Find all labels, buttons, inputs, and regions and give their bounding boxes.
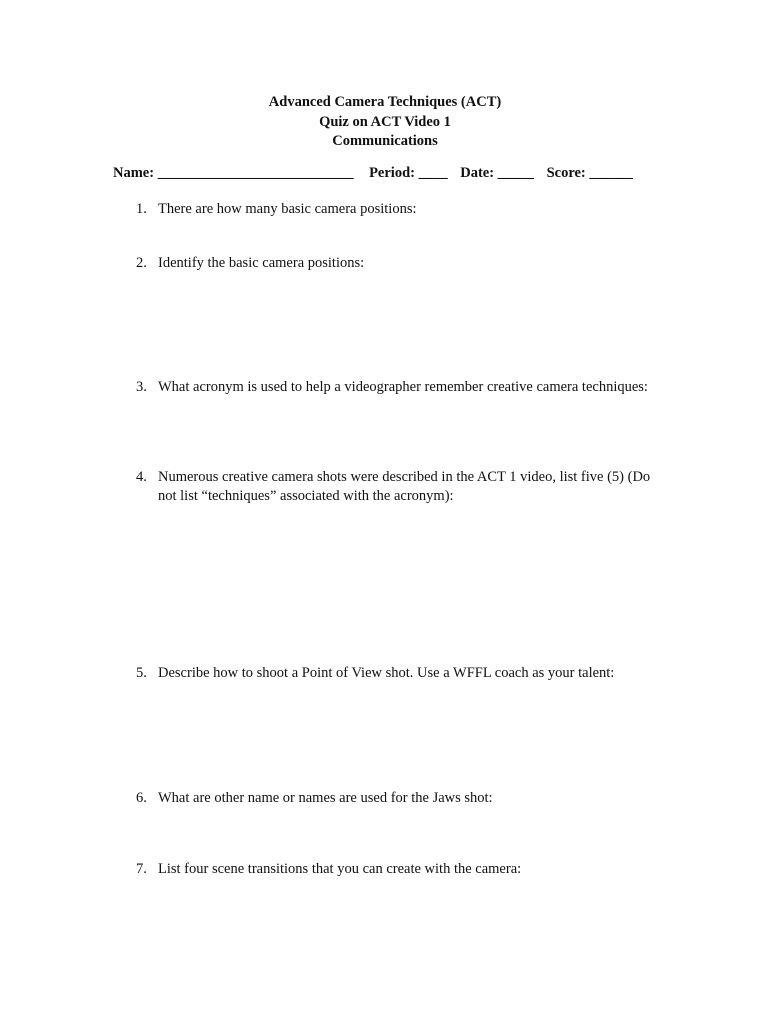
question-text: There are how many basic camera positions: [158, 201, 417, 217]
title-line-2: Quiz on ACT Video 1 [319, 113, 451, 130]
title-line-1: Advanced Camera Techniques (ACT) [268, 94, 502, 110]
score-field[interactable]: Score: ______ [546, 165, 633, 181]
question-4 [136, 468, 656, 506]
question-text: Describe how to shoot a Point of View shot. Use a WFFL coach as your talent: [158, 665, 615, 681]
question-3 [136, 378, 656, 397]
document-title [0, 93, 770, 152]
question-text: Numerous creative camera shots were described in the ACT 1 video, list five (5) (Do not list “techniques” associated with the acronym): [158, 469, 651, 504]
question-number: 4. [136, 469, 147, 485]
question-2 [136, 254, 656, 273]
question-text: What acronym is used to help a videographer remember creative camera techniques: [158, 379, 648, 395]
title-line-3: Communications [332, 133, 438, 149]
name-field[interactable]: Name: ___________________________ [113, 165, 354, 181]
date-field[interactable]: Date: _____ [460, 165, 534, 181]
student-info-header [113, 165, 633, 182]
question-number: 2. [136, 255, 147, 271]
question-6 [136, 789, 656, 808]
question-number: 7. [136, 861, 147, 877]
question-text: List four scene transitions that you can create with the camera: [158, 861, 522, 877]
question-1 [136, 200, 656, 219]
question-number: 3. [136, 379, 147, 395]
question-text: What are other name or names are used for the Jaws shot: [158, 790, 493, 806]
question-text: Identify the basic camera positions: [158, 255, 365, 271]
question-number: 1. [136, 201, 147, 217]
question-5 [136, 664, 656, 683]
question-number: 5. [136, 665, 147, 681]
question-number: 6. [136, 790, 147, 806]
question-7 [136, 860, 656, 879]
period-field[interactable]: Period: ____ [369, 165, 448, 181]
